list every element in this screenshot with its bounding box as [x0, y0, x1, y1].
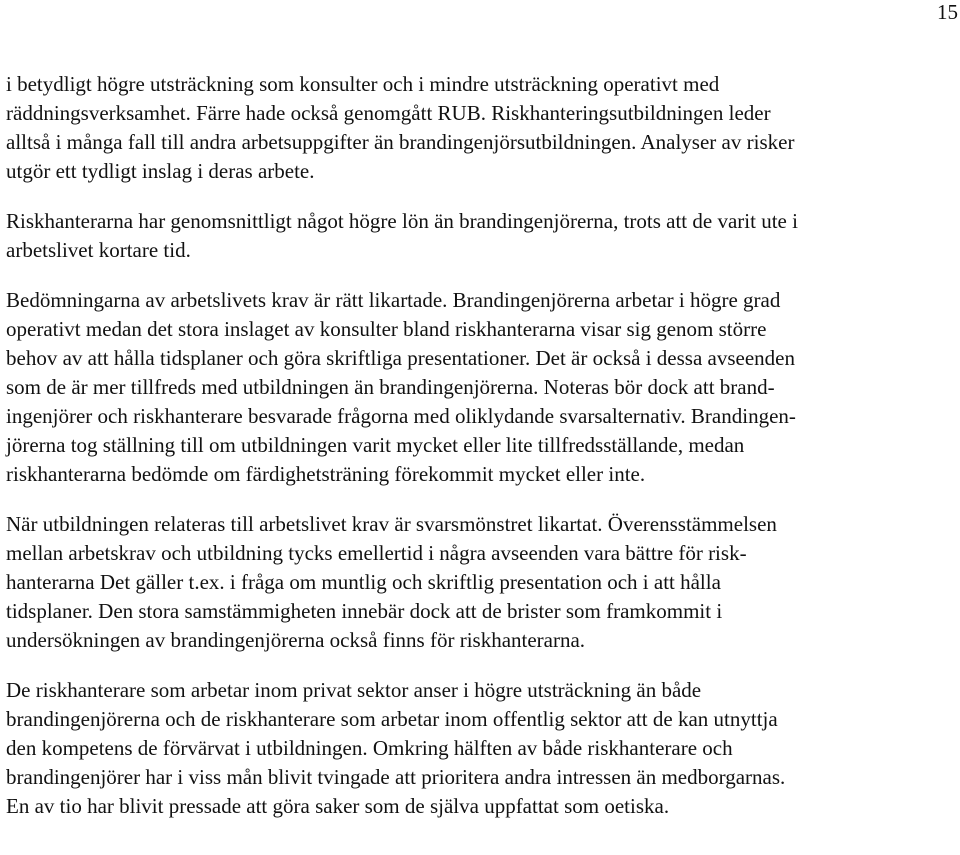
- paragraph-5: De riskhanterare som arbetar inom privat sektor anser i högre utsträckning än både brandingenjörerna och de riskhanterare som arbetar inom offentlig sektor att de kan utnyttja den kompetens de förvärvat i utbildningen. Omkring hälften av både riskhanterare och brandingenjörer har i viss mån blivit tvingade att prioritera andra intressen än medborgarnas. En av tio har blivit pressade att göra saker som de själva uppfattat som oetiska.: [6, 678, 786, 818]
- page-number: 15: [937, 0, 958, 24]
- paragraph-3: Bedömningarna av arbetslivets krav är rätt likartade. Brandingenjörerna arbetar i högre grad operativt medan det stora inslaget av konsulter bland riskhanterarna visar sig genom större behov av att hålla tidsplaner och göra skriftliga presentationer. Det är också i dessa avseenden som de är mer tillfreds med utbildningen än brandingenjörerna. Noteras bör dock att brand- ingenjörer och riskhanterare besvarade frågorna med oliklydande svarsalternativ. Brandingen- jörerna tog ställning till om utbildningen varit mycket eller lite tillfredsställande, medan riskhanterarna bedömde om färdighetsträning förekommit mycket eller inte.: [6, 288, 796, 486]
- document-body: [6, 70, 956, 821]
- paragraph-4: När utbildningen relateras till arbetslivet krav är svarsmönstret likartat. Överensstämmelsen mellan arbetskrav och utbildning tycks emellertid i några avseenden vara bättre för risk- hanterarna Det gäller t.ex. i fråga om muntlig och skriftlig presentation och i att hålla tidsplaner. Den stora samstämmigheten innebär dock att de brister som framkommit i undersökningen av brandingenjörerna också finns för riskhanterarna.: [6, 512, 777, 652]
- paragraph-2: Riskhanterarna har genomsnittligt något högre lön än brandingenjörerna, trots att de varit ute i arbetslivet kortare tid.: [6, 209, 798, 262]
- paragraph-1: i betydligt högre utsträckning som konsulter och i mindre utsträckning operativt med räddningsverksamhet. Färre hade också genomgått RUB. Riskhanteringsutbildningen leder alltså i många fall till andra arbetsuppgifter än brandingenjörsutbildningen. Analyser av risker utgör ett tydligt inslag i deras arbete.: [6, 72, 795, 183]
